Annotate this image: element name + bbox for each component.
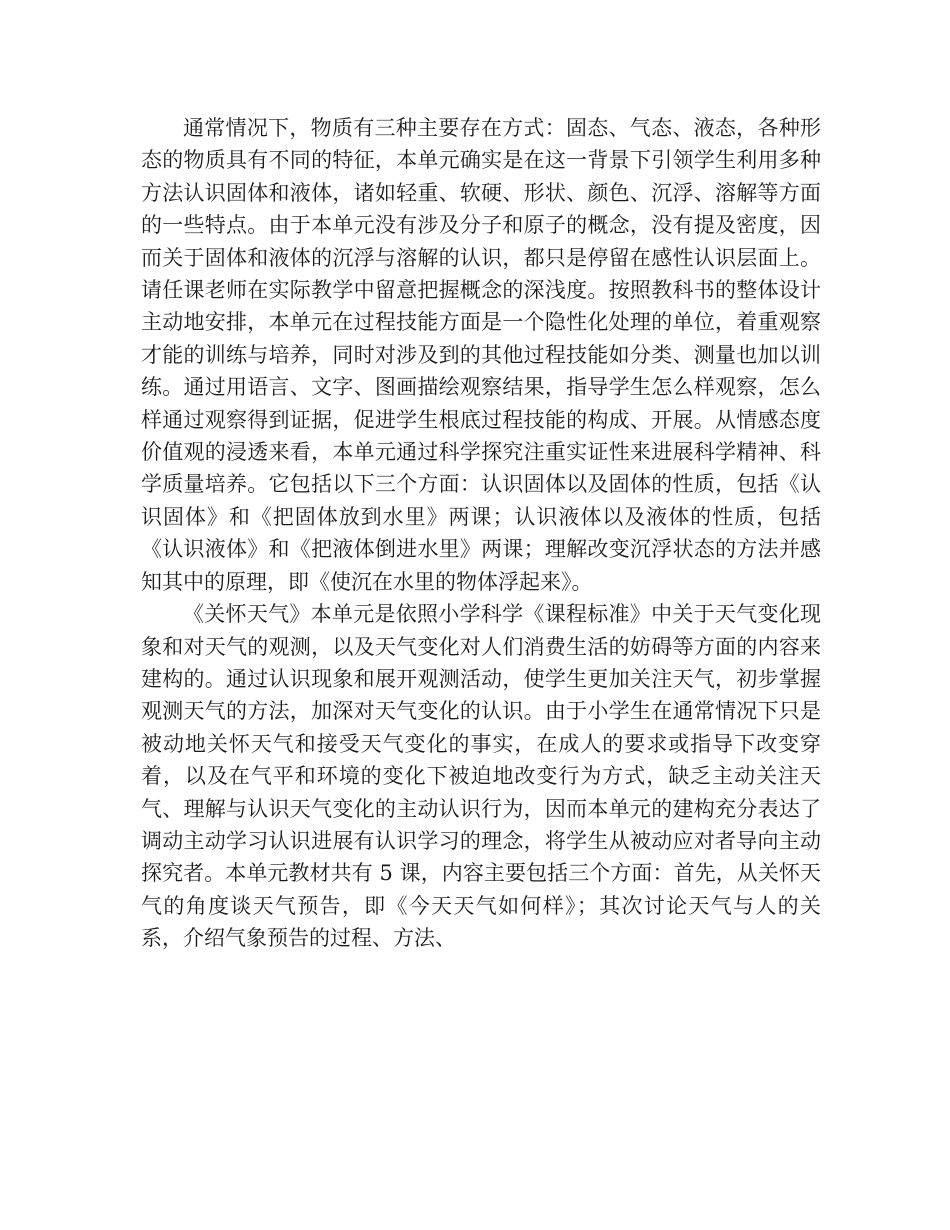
paragraph-weather-unit: 《关怀天气》本单元是依照小学科学《课程标准》中关于天气变化现象和对天气的观测，以及天气变化对人们消费生活的妨碍等方面的内容来建构的。通过认识现象和展开观测活动，使学生更加关注天气，初步掌握观测天气的方法，加深对天气变化的认识。由于小学生在通常情况下只是被动地关怀天气和接受天气变化的事实，在成人的要求或指导下改变穿着，以及在气平和环境的变化下被迫地改变行为方式，缺乏主动关注天气、理解与认识天气变化的主动认识行为，因而本单元的建构充分表达了调动主动学习认识进展有认识学习的理念，将学生从被动应对者导向主动探究者。本单元教材共有 5 课，内容主要包括三个方面：首先，从关怀天气的角度谈天气预告，即《今天天气如何样》；其次讨论天气与人的关系，介绍气象预告的过程、方法、 [141,602,821,951]
paragraph-states-of-matter: 通常情况下，物质有三种主要存在方式：固态、气态、液态，各种形态的物质具有不同的特征，本单元确实是在这一背景下引领学生利用多种方法认识固体和液体，诸如轻重、软硬、形状、颜色、沉浮、溶解等方面的一些特点。由于本单元没有涉及分子和原子的概念，没有提及密度，因而关于固体和液体的沉浮与溶解的认识，都只是停留在感性认识层面上。请任课老师在实际教学中留意把握概念的深浅度。按照教科书的整体设计主动地安排，本单元在过程技能方面是一个隐性化处理的单位，着重观察才能的训练与培养，同时对涉及到的其他过程技能如分类、测量也加以训练。通过用语言、文字、图画描绘观察结果，指导学生怎么样观察，怎么样通过观察得到证据，促进学生根底过程技能的构成、开展。从情感态度价值观的浸透来看，本单元通过科学探究注重实证性来进展科学精神、科学质量培养。它包括以下三个方面：认识固体以及固体的性质，包括《认识固体》和《把固体放到水里》两课；认识液体以及液体的性质，包括《认识液体》和《把液体倒进水里》两课；理解改变沉浮状态的方法并感知其中的原理，即《使沉在水里的物体浮起来》。 [141,116,821,594]
document-page [141,112,821,955]
